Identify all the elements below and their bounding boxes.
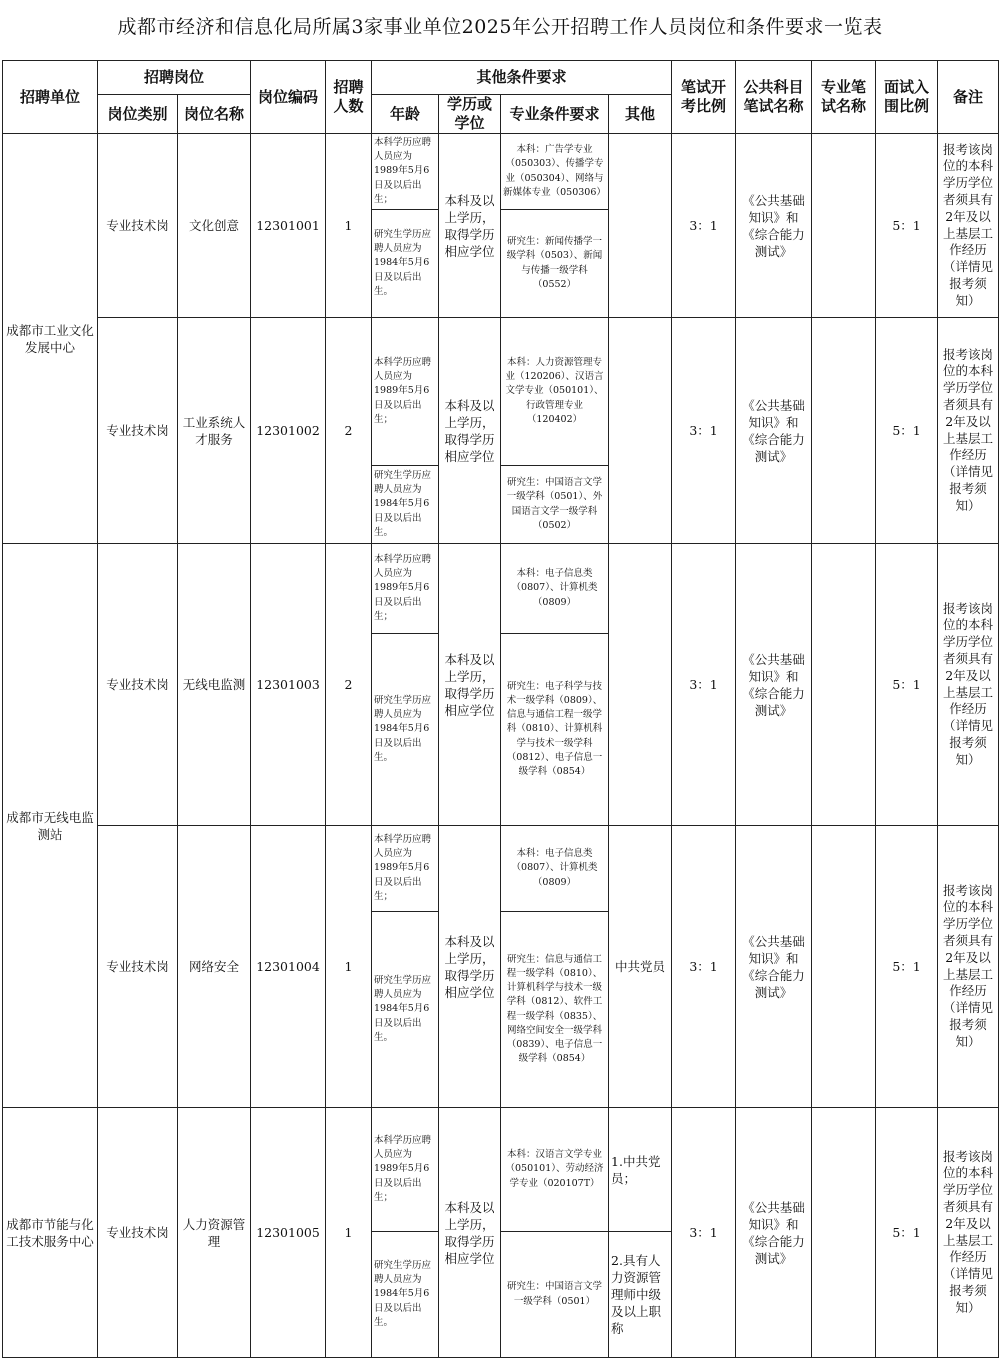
- header-major: 专业条件要求: [501, 95, 609, 134]
- age-bachelor: 本科学历应聘人员应为1989年5月6日及以后出生；: [372, 826, 439, 912]
- major-graduate: 研究生：新闻传播学一级学科（0503）、新闻与传播一级学科（0552）: [501, 210, 609, 318]
- table-row: [3, 826, 999, 912]
- notes: 报考该岗位的本科学历学位者须具有2年及以上基层工作经历（详情见报考须知）: [938, 826, 999, 1108]
- public-exam-name: 《公共基础知识》和《综合能力测试》: [736, 826, 812, 1108]
- special-exam-name: [812, 134, 876, 318]
- other-requirement: [609, 134, 672, 318]
- age-bachelor: 本科学历应聘人员应为1989年5月6日及以后出生；: [372, 318, 439, 466]
- exam-ratio: 3：1: [672, 1108, 736, 1358]
- special-exam-name: [812, 318, 876, 544]
- education-requirement: 本科及以上学历，取得学历相应学位: [439, 1108, 501, 1358]
- major-graduate: 研究生：信息与通信工程一级学科（0810）、计算机科学与技术一级学科（0812）、软件工程一级学科（0835）、网络空间安全一级学科（0839）、电子信息一级学科（0854）: [501, 912, 609, 1108]
- other-requirement-2: 2.具有人力资源管理师中级及以上职称: [609, 1232, 672, 1358]
- hire-count: 2: [326, 544, 372, 826]
- notes: 报考该岗位的本科学历学位者须具有2年及以上基层工作经历（详情见报考须知）: [938, 544, 999, 826]
- public-exam-name: 《公共基础知识》和《综合能力测试》: [736, 318, 812, 544]
- age-graduate: 研究生学历应聘人员应为1984年5月6日及以后出生。: [372, 466, 439, 544]
- position-code: 12301001: [251, 134, 326, 318]
- education-requirement: 本科及以上学历，取得学历相应学位: [439, 544, 501, 826]
- major-bachelor: 本科：电子信息类（0807）、计算机类（0809）: [501, 544, 609, 634]
- position-name: 无线电监测: [178, 544, 251, 826]
- interview-ratio: 5：1: [876, 826, 938, 1108]
- header-public-exam: 公共科目笔试名称: [736, 61, 812, 134]
- major-bachelor: 本科：电子信息类（0807）、计算机类（0809）: [501, 826, 609, 912]
- header-position-group: 招聘岗位: [98, 61, 251, 95]
- position-type: 专业技术岗: [98, 826, 178, 1108]
- interview-ratio: 5：1: [876, 134, 938, 318]
- age-bachelor: 本科学历应聘人员应为1989年5月6日及以后出生；: [372, 1108, 439, 1232]
- exam-ratio: 3：1: [672, 318, 736, 544]
- header-age: 年龄: [372, 95, 439, 134]
- header-other: 其他: [609, 95, 672, 134]
- page-title: 成都市经济和信息化局所属3家事业单位2025年公开招聘工作人员岗位和条件要求一览表: [117, 16, 883, 38]
- unit-name: 成都市无线电监测站: [3, 544, 98, 1108]
- other-requirement: [609, 544, 672, 826]
- header-position-type: 岗位类别: [98, 95, 178, 134]
- table-row: [3, 134, 999, 210]
- age-graduate: 研究生学历应聘人员应为1984年5月6日及以后出生。: [372, 1232, 439, 1358]
- exam-ratio: 3：1: [672, 134, 736, 318]
- hire-count: 2: [326, 318, 372, 544]
- table-row: [3, 318, 999, 466]
- notes: 报考该岗位的本科学历学位者须具有2年及以上基层工作经历（详情见报考须知）: [938, 1108, 999, 1358]
- header-position-name: 岗位名称: [178, 95, 251, 134]
- notes: 报考该岗位的本科学历学位者须具有2年及以上基层工作经历（详情见报考须知）: [938, 318, 999, 544]
- interview-ratio: 5：1: [876, 318, 938, 544]
- table-row: [3, 1108, 999, 1232]
- hire-count: 1: [326, 134, 372, 318]
- interview-ratio: 5：1: [876, 1108, 938, 1358]
- header-interview-ratio: 面试入围比例: [876, 61, 938, 134]
- header-hire-count: 招聘人数: [326, 61, 372, 134]
- education-requirement: 本科及以上学历，取得学历相应学位: [439, 826, 501, 1108]
- major-graduate: 研究生：中国语言文学一级学科（0501）: [501, 1232, 609, 1358]
- age-graduate: 研究生学历应聘人员应为1984年5月6日及以后出生。: [372, 634, 439, 826]
- exam-ratio: 3：1: [672, 544, 736, 826]
- unit-name: 成都市工业文化发展中心: [3, 134, 98, 544]
- special-exam-name: [812, 1108, 876, 1358]
- position-code: 12301002: [251, 318, 326, 544]
- header-exam-ratio: 笔试开考比例: [672, 61, 736, 134]
- public-exam-name: 《公共基础知识》和《综合能力测试》: [736, 1108, 812, 1358]
- hire-count: 1: [326, 1108, 372, 1358]
- special-exam-name: [812, 544, 876, 826]
- position-code: 12301004: [251, 826, 326, 1108]
- other-requirement-1: 1.中共党员；: [609, 1108, 672, 1232]
- major-bachelor: 本科：广告学专业（050303）、传播学专业（050304）、网络与新媒体专业（050306）: [501, 134, 609, 210]
- major-graduate: 研究生：电子科学与技术一级学科（0809）、信息与通信工程一级学科（0810）、计算机科学与技术一级学科（0812）、电子信息一级学科（0854）: [501, 634, 609, 826]
- exam-ratio: 3：1: [672, 826, 736, 1108]
- age-bachelor: 本科学历应聘人员应为1989年5月6日及以后出生；: [372, 134, 439, 210]
- header-unit: 招聘单位: [3, 61, 98, 134]
- table-row: [3, 544, 999, 634]
- position-code: 12301005: [251, 1108, 326, 1358]
- unit-name: 成都市节能与化工技术服务中心: [3, 1108, 98, 1358]
- position-type: 专业技术岗: [98, 318, 178, 544]
- public-exam-name: 《公共基础知识》和《综合能力测试》: [736, 544, 812, 826]
- position-name: 网络安全: [178, 826, 251, 1108]
- header-other-conditions: 其他条件要求: [372, 61, 672, 95]
- major-bachelor: 本科：汉语言文学专业（050101）、劳动经济学专业（020107T）: [501, 1108, 609, 1232]
- header-special-exam: 专业笔试名称: [812, 61, 876, 134]
- other-requirement: 中共党员: [609, 826, 672, 1108]
- position-name: 文化创意: [178, 134, 251, 318]
- age-bachelor: 本科学历应聘人员应为1989年5月6日及以后出生；: [372, 544, 439, 634]
- age-graduate: 研究生学历应聘人员应为1984年5月6日及以后出生。: [372, 210, 439, 318]
- header-education: 学历或学位: [439, 95, 501, 134]
- education-requirement: 本科及以上学历，取得学历相应学位: [439, 134, 501, 318]
- position-type: 专业技术岗: [98, 544, 178, 826]
- position-name: 人力资源管理: [178, 1108, 251, 1358]
- header-position-code: 岗位编码: [251, 61, 326, 134]
- special-exam-name: [812, 826, 876, 1108]
- notes: 报考该岗位的本科学历学位者须具有2年及以上基层工作经历（详情见报考须知）: [938, 134, 999, 318]
- education-requirement: 本科及以上学历，取得学历相应学位: [439, 318, 501, 544]
- position-name: 工业系统人才服务: [178, 318, 251, 544]
- age-graduate: 研究生学历应聘人员应为1984年5月6日及以后出生。: [372, 912, 439, 1108]
- major-graduate: 研究生：中国语言文学一级学科（0501）、外国语言文学一级学科（0502）: [501, 466, 609, 544]
- other-requirement: [609, 318, 672, 544]
- header-notes: 备注: [938, 61, 999, 134]
- hire-count: 1: [326, 826, 372, 1108]
- position-type: 专业技术岗: [98, 134, 178, 318]
- position-code: 12301003: [251, 544, 326, 826]
- interview-ratio: 5：1: [876, 544, 938, 826]
- recruitment-table: [2, 60, 999, 1358]
- major-bachelor: 本科：人力资源管理专业（120206）、汉语言文学专业（050101）、行政管理专业（120402）: [501, 318, 609, 466]
- public-exam-name: 《公共基础知识》和《综合能力测试》: [736, 134, 812, 318]
- position-type: 专业技术岗: [98, 1108, 178, 1358]
